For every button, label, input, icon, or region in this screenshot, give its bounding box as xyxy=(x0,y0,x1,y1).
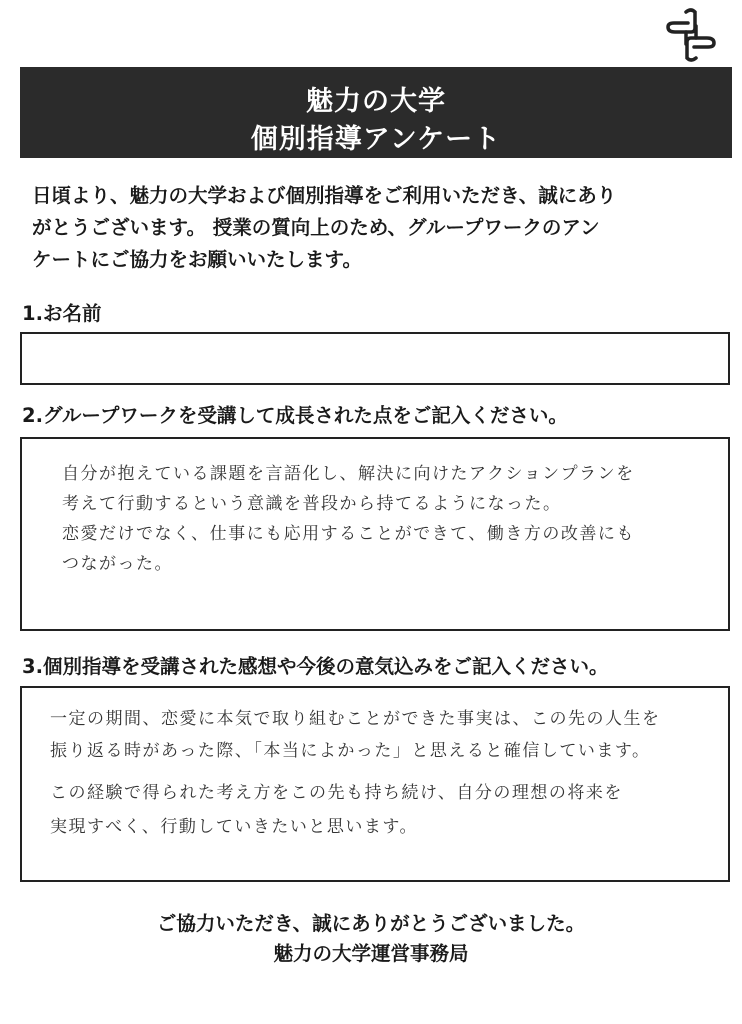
intro-line: がとうございます。 授業の質向上のため、グループワークのアン xyxy=(32,216,600,239)
impression-answer-box[interactable] xyxy=(20,686,730,882)
handwritten-line: 一定の期間、恋愛に本気で取り組むことができた事実は、この先の人生を xyxy=(50,709,661,729)
handwritten-line: つながった。 xyxy=(62,554,173,574)
intro-line: 日頃より、魅力の大学および個別指導をご利用いただき、誠にあり xyxy=(32,184,617,207)
name-answer-box[interactable] xyxy=(20,332,730,385)
closing-office: 魅力の大学運営事務局 xyxy=(273,942,469,965)
title-line-1: 魅力の大学 xyxy=(306,86,446,117)
title-banner xyxy=(20,67,732,158)
handwritten-line: 振り返る時があった際、「本当によかった」と思えると確信しています。 xyxy=(50,741,651,761)
handwritten-line: 恋愛だけでなく、仕事にも応用することができて、働き方の改善にも xyxy=(62,524,635,544)
interlocking-cross-logo-icon xyxy=(662,6,720,64)
handwritten-line: この経験で得られた考え方をこの先も持ち続け、自分の理想の将来を xyxy=(50,783,623,803)
handwritten-line: 考えて行動するという意識を普段から持てるようになった。 xyxy=(62,494,562,514)
question-2-label: 2.グループワークを受講して成長された点をご記入ください。 xyxy=(22,404,568,427)
title-line-2: 個別指導アンケート xyxy=(250,124,502,155)
intro-line: ケートにご協力をお願いいたします。 xyxy=(32,248,362,271)
growth-answer-box[interactable] xyxy=(20,437,730,631)
handwritten-line: 実現すべく、行動していきたいと思います。 xyxy=(50,817,418,837)
intro-text xyxy=(32,180,732,276)
question-1-label: 1.お名前 xyxy=(22,302,102,325)
closing-thanks: ご協力いただき、誠にありがとうございました。 xyxy=(156,912,586,935)
handwritten-line: 自分が抱えている課題を言語化し、解決に向けたアクションプランを xyxy=(62,464,635,484)
question-3-label: 3.個別指導を受講された感想や今後の意気込みをご記入ください。 xyxy=(22,655,609,678)
